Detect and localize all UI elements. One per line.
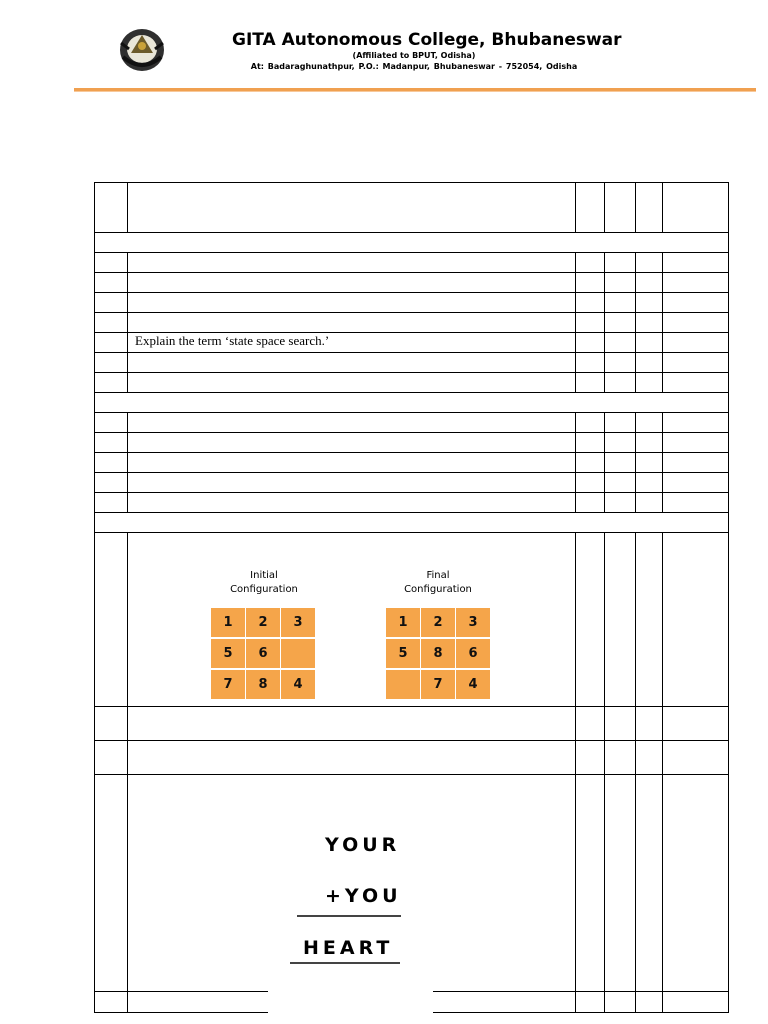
col-line: [662, 252, 663, 392]
row-line: [94, 472, 729, 473]
puzzle-tile: 7: [421, 670, 455, 699]
col-line: [604, 532, 605, 1012]
cryptarithm-word-you: +YOU: [325, 885, 402, 907]
sum-rule-upper: [297, 915, 401, 917]
puzzle-tile: 2: [246, 608, 280, 637]
puzzle-tile: 8: [421, 639, 455, 668]
col-line: [604, 182, 605, 232]
col-line: [604, 412, 605, 512]
row-line: [94, 512, 729, 513]
puzzle-tile: 8: [246, 670, 280, 699]
row-line: [94, 532, 729, 533]
final-label-line1: Final: [426, 570, 450, 581]
col-line: [127, 182, 128, 232]
address-text: At: Badaraghunathpur, P.O.: Madanpur, Bhubaneswar - 752054, Odisha: [250, 62, 578, 71]
col-line: [575, 412, 576, 512]
puzzle-tile: 5: [386, 639, 420, 668]
row-line: [94, 292, 729, 293]
row-line: [94, 272, 729, 273]
col-line: [635, 252, 636, 392]
row-line: [94, 412, 729, 413]
row-line: [94, 392, 729, 393]
row-line: [94, 740, 729, 741]
col-line: [575, 182, 576, 232]
puzzle-tile: 3: [456, 608, 490, 637]
puzzle-tile: 1: [211, 608, 245, 637]
col-line: [635, 412, 636, 512]
col-line: [635, 182, 636, 232]
row-line: [94, 432, 729, 433]
sum-rule-lower: [290, 962, 400, 964]
header-divider: [74, 88, 756, 92]
col-line: [127, 252, 128, 392]
puzzle-tile: 5: [211, 639, 245, 668]
row-line: [94, 452, 729, 453]
puzzle-tile: 1: [386, 608, 420, 637]
college-name: GITA Autonomous College, Bhubaneswar: [232, 30, 622, 50]
initial-label-line2: Configuration: [230, 584, 298, 595]
col-line: [127, 532, 128, 1012]
cryptarithm-word-heart: HEART: [303, 937, 394, 959]
initial-configuration-grid: [211, 608, 315, 699]
row-line: [94, 352, 729, 353]
puzzle-tile-empty: [281, 639, 315, 668]
puzzle-tile: 2: [421, 608, 455, 637]
puzzle-tile: 7: [211, 670, 245, 699]
row-line: [94, 706, 729, 707]
image-overlay-patch: [268, 990, 433, 1014]
puzzle-tile: 6: [246, 639, 280, 668]
final-configuration-grid: [386, 608, 490, 699]
final-label-line2: Configuration: [404, 584, 472, 595]
col-line: [575, 532, 576, 1012]
table-border-top: [94, 182, 729, 183]
initial-config-label: [214, 569, 314, 597]
puzzle-tile: 4: [456, 670, 490, 699]
col-line: [635, 532, 636, 1012]
table-border-right: [728, 182, 729, 1013]
col-line: [662, 532, 663, 1012]
row-line: [94, 774, 729, 775]
col-line: [127, 412, 128, 512]
col-line: [604, 252, 605, 392]
table-border-left: [94, 182, 95, 1013]
row-line: [94, 372, 729, 373]
puzzle-tile: 4: [281, 670, 315, 699]
row-line: [94, 232, 729, 233]
puzzle-tile: 6: [456, 639, 490, 668]
puzzle-tile: 3: [281, 608, 315, 637]
col-line: [662, 412, 663, 512]
puzzle-tile-empty: [386, 670, 420, 699]
final-config-label: [388, 569, 488, 597]
affiliation-text: (Affiliated to BPUT, Odisha): [352, 51, 476, 60]
row-line: [94, 252, 729, 253]
col-line: [662, 182, 663, 232]
row-line: [94, 312, 729, 313]
col-line: [575, 252, 576, 392]
college-emblem-icon: [117, 27, 167, 73]
row-line: [94, 492, 729, 493]
page-header: [0, 0, 768, 100]
question-state-space: Explain the term ‘state space search.’: [135, 333, 330, 348]
initial-label-line1: Initial: [250, 570, 278, 581]
cryptarithm-word-your: YOUR: [325, 834, 401, 856]
